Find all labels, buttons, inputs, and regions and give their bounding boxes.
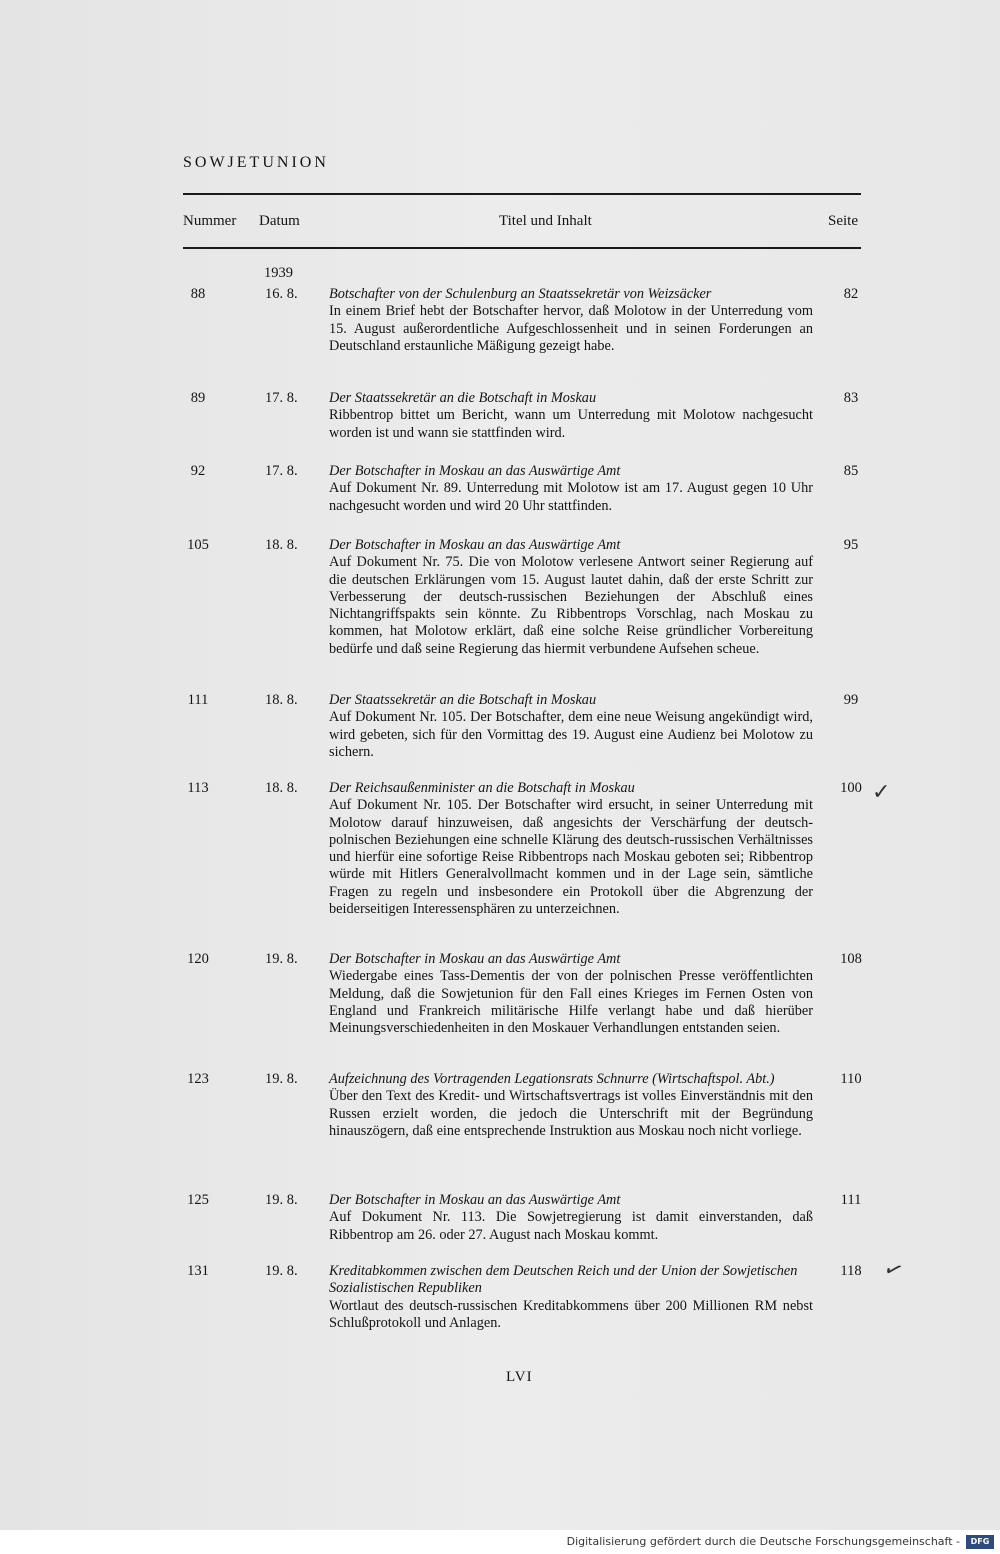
entry-page: 100 bbox=[840, 780, 862, 796]
entry-text bbox=[329, 780, 813, 918]
entry-date: 19. 8. bbox=[265, 1071, 298, 1087]
entry-title: Der Botschafter in Moskau an das Auswärtige Amt bbox=[329, 463, 621, 479]
entry-text bbox=[329, 1263, 813, 1332]
entry-title: Der Staatssekretär an die Botschaft in Moskau bbox=[329, 390, 597, 406]
entry-text bbox=[329, 1192, 813, 1244]
entry-date: 17. 8. bbox=[265, 390, 298, 406]
entry-date: 16. 8. bbox=[265, 286, 298, 302]
entry-page: 85 bbox=[843, 463, 859, 479]
entry-text bbox=[329, 692, 813, 761]
entry-body: Auf Dokument Nr. 113. Die Sowjetregierung ist damit einverstanden, daß Ribbentrop am 26. oder 27. August nach Moskau kommt. bbox=[329, 1209, 813, 1243]
entry-page: 118 bbox=[840, 1263, 862, 1279]
entry-text bbox=[329, 1071, 813, 1140]
year-label: 1939 bbox=[264, 265, 293, 281]
footer-credit: Digitalisierung gefördert durch die Deutsche Forschungsgemeinschaft - bbox=[566, 1535, 960, 1548]
entry-title: Botschafter von der Schulenburg an Staatssekretär von Weizsäcker bbox=[329, 286, 712, 302]
entry-body: In einem Brief hebt der Botschafter hervor, daß Molotow in der Unterredung vom 15. August außerordentliche Aufgeschlossenheit und in seinen Forderungen an Deutschland erstaunliche Mäßigung gezeigt habe. bbox=[329, 303, 813, 354]
entry-date: 17. 8. bbox=[265, 463, 298, 479]
entry-page: 110 bbox=[840, 1071, 862, 1087]
entry-title: Kreditabkommen zwischen dem Deutschen Reich und der Union der Sowjetischen Sozialistischen Republiken bbox=[329, 1263, 798, 1297]
header-rule-top bbox=[183, 193, 861, 195]
entry-page: 95 bbox=[843, 537, 859, 553]
dfg-logo-icon: DFG bbox=[966, 1535, 994, 1549]
entry-title: Der Botschafter in Moskau an das Auswärtige Amt bbox=[329, 537, 621, 553]
entry-page: 111 bbox=[840, 1192, 862, 1208]
handwritten-check-icon: ✓ bbox=[872, 780, 891, 805]
handwritten-check-icon: ✓ bbox=[879, 1255, 907, 1286]
entry-number: 88 bbox=[190, 286, 206, 302]
entry-body: Auf Dokument Nr. 105. Der Botschafter, dem eine neue Weisung angekündigt wird, wird gebeten, sich für den Vormittag des 19. August eine Audienz bei Molotow zu sichern. bbox=[329, 709, 813, 760]
entry-date: 18. 8. bbox=[265, 780, 298, 796]
entry-title: Aufzeichnung des Vortragenden Legationsrats Schnurre (Wirtschaftspol. Abt.) bbox=[329, 1071, 775, 1087]
entry-page: 83 bbox=[843, 390, 859, 406]
entry-title: Der Botschafter in Moskau an das Auswärtige Amt bbox=[329, 951, 621, 967]
entry-title: Der Botschafter in Moskau an das Auswärtige Amt bbox=[329, 1192, 621, 1208]
entry-page: 108 bbox=[840, 951, 862, 967]
entry-body: Auf Dokument Nr. 89. Unterredung mit Molotow ist am 17. August gegen 10 Uhr nachgesucht worden und wird 20 Uhr stattfinden. bbox=[329, 480, 813, 514]
entry-title: Der Reichsaußenminister an die Botschaft in Moskau bbox=[329, 780, 635, 796]
entry-number: 105 bbox=[187, 537, 209, 553]
entry-date: 18. 8. bbox=[265, 537, 298, 553]
entry-date: 18. 8. bbox=[265, 692, 298, 708]
entry-body: Ribbentrop bittet um Bericht, wann um Unterredung mit Molotow nachgesucht worden ist und wann sie stattfinden wird. bbox=[329, 407, 813, 441]
column-header-titel: Titel und Inhalt bbox=[499, 213, 592, 229]
entry-number: 125 bbox=[187, 1192, 209, 1208]
page-folio: LVI bbox=[506, 1369, 533, 1385]
header-rule-bottom bbox=[183, 247, 861, 249]
entry-number: 123 bbox=[187, 1071, 209, 1087]
column-header-nummer: Nummer bbox=[183, 213, 237, 229]
entry-number: 113 bbox=[187, 780, 209, 796]
column-header-datum: Datum bbox=[259, 213, 300, 229]
entry-date: 19. 8. bbox=[265, 1263, 298, 1279]
entry-number: 89 bbox=[190, 390, 206, 406]
entry-body: Wiedergabe eines Tass-Dementis der von der polnischen Presse veröffentlichten Meldung, daß die Sowjetunion für den Fall eines Krieges im Fernen Osten von England und Frankreich militärische Hilfe verlangt habe und daß hierüber Meinungsverschiedenheiten in den Moskauer Verhandlungen entstanden seien. bbox=[329, 968, 813, 1037]
entry-text bbox=[329, 286, 813, 355]
entry-number: 120 bbox=[187, 951, 209, 967]
entry-body: Auf Dokument Nr. 105. Der Botschafter wird ersucht, in seiner Unterredung mit Molotow darauf hinzuweisen, daß angesichts der Verschärfung der deutsch-polnischen Beziehungen eine schnelle Klärung des deutsch-russischen Verhältnisses und hierfür eine sofortige Reise Ribbentrops nach Moskau geboten sei; Ribbentrop würde mit Hitlers Generalvollmacht kommen und in der Lage sein, sämtliche Fragen zu regeln und insbesondere ein Protokoll über die Abgrenzung der beiderseitigen Interessensphären zu unterzeichnen. bbox=[329, 797, 813, 918]
entry-body: Auf Dokument Nr. 75. Die von Molotow verlesene Antwort seiner Regierung auf die deutschen Erklärungen vom 15. August lautet dahin, daß der erste Schritt zur Verbesserung der deutsch-russischen Beziehungen der Abschluß eines Nichtangriffspakts sein könnte. Zu Ribbentrops Vorschlag, nach Moskau zu kommen, hat Molotow erklärt, daß eine solche Reise gründlicher Vorbereitung bedürfe und daß seine Regierung das hiermit verbundene Aufsehen scheue. bbox=[329, 554, 813, 657]
entry-title: Der Staatssekretär an die Botschaft in Moskau bbox=[329, 692, 597, 708]
entry-number: 111 bbox=[187, 692, 209, 708]
entry-body: Wortlaut des deutsch-russischen Kreditabkommens über 200 Millionen RM nebst Schlußprotokoll und Anlagen. bbox=[329, 1297, 813, 1331]
entry-number: 92 bbox=[190, 463, 206, 479]
digitization-footer bbox=[0, 1530, 1000, 1554]
entry-date: 19. 8. bbox=[265, 951, 298, 967]
column-header-seite: Seite bbox=[828, 213, 858, 229]
entry-number: 131 bbox=[187, 1263, 209, 1279]
entry-page: 99 bbox=[843, 692, 859, 708]
entry-text bbox=[329, 390, 813, 442]
section-title: SOWJETUNION bbox=[183, 154, 329, 171]
entry-text bbox=[329, 463, 813, 515]
entry-body: Über den Text des Kredit- und Wirtschaftsvertrags ist volles Einverständnis mit den Russen erzielt worden, die jedoch die Unterschrift mit der Begründung hinauszögern, daß eine entsprechende Instruktion aus Moskau noch nicht vorliege. bbox=[329, 1088, 813, 1139]
entry-page: 82 bbox=[843, 286, 859, 302]
entry-text bbox=[329, 537, 813, 658]
entry-date: 19. 8. bbox=[265, 1192, 298, 1208]
entry-text bbox=[329, 951, 813, 1037]
